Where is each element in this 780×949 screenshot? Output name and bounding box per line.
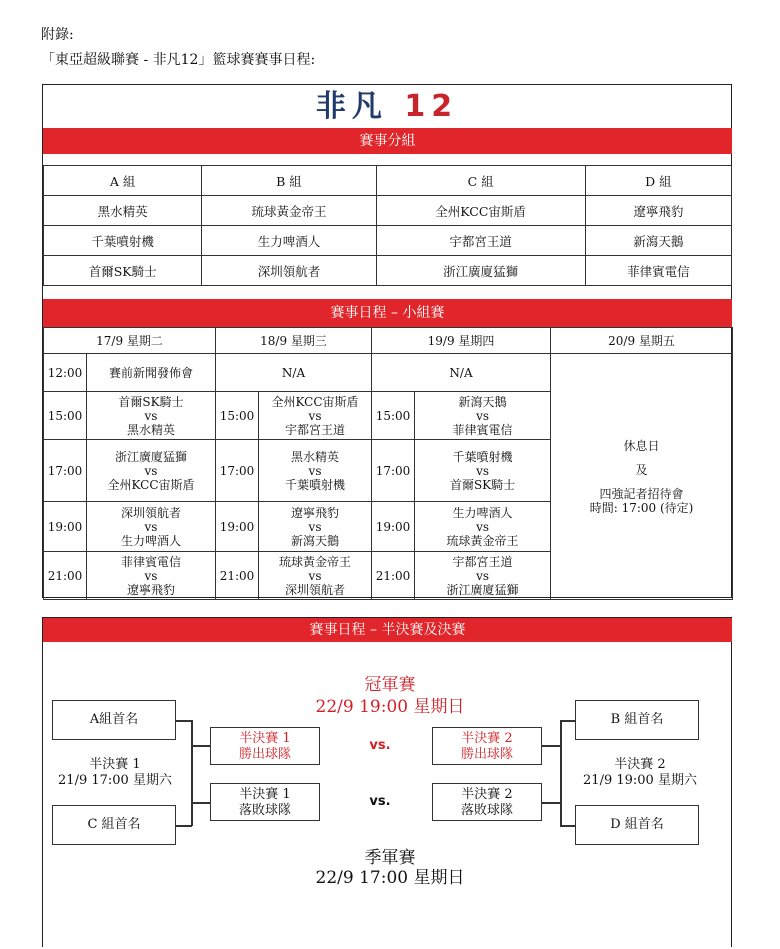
away-team: 浙江廣廈猛獅: [446, 582, 519, 597]
team-cell: 生力啤酒人: [202, 226, 376, 256]
semifinal-1-loser-box: [210, 783, 320, 821]
match-cell: [415, 552, 551, 600]
home-team: 千葉噴射機: [452, 449, 513, 464]
group-a-header: A 組: [44, 166, 202, 196]
rest-day-cell: [551, 354, 733, 600]
semifinal-1-winner-line1: 半決賽 1: [239, 731, 291, 746]
semifinal-1-loser-line1: 半決賽 1: [239, 787, 291, 802]
away-team: 千葉噴射機: [285, 477, 346, 492]
bracket-line: [191, 720, 193, 826]
day-header: 20/9 星期五: [551, 328, 733, 354]
logo-number: 12: [404, 89, 459, 124]
semifinal-2-winner-line1: 半決賽 2: [461, 731, 513, 746]
match-cell: [87, 502, 216, 552]
semifinal-2-label: 半決賽 2: [614, 757, 666, 772]
day-header: 17/9 星期二: [44, 328, 216, 354]
final-time: 22/9 19:00 星期日: [315, 697, 465, 717]
group-b-header: B 組: [202, 166, 376, 196]
away-team: 新瀉天鵝: [291, 533, 340, 548]
bracket-line: [542, 802, 561, 804]
third-place-vs-label: vs.: [369, 794, 391, 809]
press-conference: 四強記者招待會: [599, 486, 684, 501]
home-team: 宇都宮王道: [452, 554, 513, 569]
vs-label: vs: [144, 408, 158, 423]
logo-text: 非凡: [315, 89, 388, 124]
away-team: 遼寧飛豹: [127, 582, 176, 597]
home-team: 首爾SK騎士: [118, 394, 184, 409]
bracket-line: [560, 825, 576, 827]
away-team: 生力啤酒人: [121, 533, 182, 548]
intro-line-1: 附錄:: [41, 27, 74, 43]
semifinal-2-winner-box: [432, 727, 542, 765]
vs-label: vs: [308, 519, 322, 534]
bracket-line: [176, 720, 192, 722]
match-cell: [87, 392, 216, 440]
away-team: 深圳領航者: [285, 582, 346, 597]
bracket-line: [176, 825, 192, 827]
logo: [42, 86, 732, 128]
semifinal-1-winner-line2: 勝出球隊: [238, 747, 291, 762]
away-team: 宇都宮王道: [285, 422, 346, 437]
home-team: 遼寧飛豹: [291, 505, 340, 520]
time-cell: 19:00: [216, 502, 259, 552]
team-cell: 千葉噴射機: [44, 226, 202, 256]
match-cell: [415, 502, 551, 552]
time-cell: 21:00: [44, 552, 87, 600]
group-d-header: D 組: [585, 166, 731, 196]
semifinal-2-loser-line1: 半決賽 2: [461, 787, 513, 802]
team-cell: 新瀉天鵝: [585, 226, 731, 256]
vs-label: vs: [144, 568, 158, 583]
third-place-title: 季軍賽: [364, 848, 416, 868]
vs-label: vs: [308, 568, 322, 583]
home-team: 浙江廣廈猛獅: [115, 449, 188, 464]
groups-table: [43, 165, 732, 286]
group-c-header: C 組: [376, 166, 585, 196]
time-cell: 12:00: [44, 354, 87, 392]
semifinal-1-time: 21/9 17:00 星期六: [58, 773, 172, 788]
time-cell: 15:00: [44, 392, 87, 440]
home-team: 新瀉天鵝: [458, 394, 507, 409]
group-c-winner-box: C 組首名: [52, 805, 176, 845]
time-cell: 17:00: [216, 440, 259, 502]
match-cell: [259, 502, 372, 552]
semifinal-2-loser-box: [432, 783, 542, 821]
bracket-line: [191, 745, 210, 747]
team-cell: 黑水精英: [44, 196, 202, 226]
rest-and: 及: [635, 462, 648, 477]
bracket-line: [191, 802, 210, 804]
home-team: 生力啤酒人: [452, 505, 513, 520]
third-place-time: 22/9 17:00 星期日: [315, 868, 465, 888]
match-cell: [415, 440, 551, 502]
away-team: 黑水精英: [127, 422, 176, 437]
finals-heading: 賽事日程 – 半決賽及決賽: [43, 618, 732, 642]
team-cell: 深圳領航者: [202, 256, 376, 286]
day-header: 19/9 星期四: [372, 328, 551, 354]
team-cell: 菲律賓電信: [585, 256, 731, 286]
vs-label: vs: [476, 463, 489, 478]
team-cell: 浙江廣廈猛獅: [376, 256, 585, 286]
vs-label: vs: [308, 463, 322, 478]
time-cell: 17:00: [372, 440, 415, 502]
group-d-winner-box: D 組首名: [575, 805, 699, 845]
match-cell: [259, 392, 372, 440]
home-team: 菲律賓電信: [121, 554, 182, 569]
intro-line-2: 「東亞超級聯賽 - 非凡12」籃球賽賽事日程:: [41, 52, 316, 68]
bracket-line: [542, 745, 561, 747]
match-cell: [415, 392, 551, 440]
semifinal-1-label: 半決賽 1: [89, 757, 141, 772]
vs-label: vs: [144, 519, 158, 534]
event-cell: 賽前新聞發佈會: [87, 354, 216, 392]
na-cell: N/A: [372, 354, 551, 392]
home-team: 深圳領航者: [121, 505, 182, 520]
time-cell: 21:00: [216, 552, 259, 600]
day-header: 18/9 星期三: [216, 328, 372, 354]
time-cell: 15:00: [372, 392, 415, 440]
rest-label: 休息日: [623, 438, 660, 453]
away-team: 琉球黃金帝王: [446, 533, 519, 548]
home-team: 全州KCC宙斯盾: [271, 394, 359, 409]
final-title: 冠軍賽: [364, 675, 416, 695]
time-cell: 19:00: [44, 502, 87, 552]
semifinal-2-loser-line2: 落敗球隊: [460, 803, 513, 818]
semifinal-1-loser-line2: 落敗球隊: [238, 803, 291, 818]
schedule-heading: 賽事日程 – 小組賽: [43, 299, 732, 327]
vs-label: vs: [476, 408, 489, 423]
match-cell: [259, 552, 372, 600]
team-cell: 琉球黃金帝王: [202, 196, 376, 226]
schedule-table: [43, 327, 733, 600]
team-cell: 全州KCC宙斯盾: [376, 196, 585, 226]
time-cell: 17:00: [44, 440, 87, 502]
team-cell: 遼寧飛豹: [585, 196, 731, 226]
time-cell: 21:00: [372, 552, 415, 600]
vs-label: vs: [308, 408, 322, 423]
team-cell: 首爾SK騎士: [44, 256, 202, 286]
bracket-line: [560, 720, 576, 722]
semifinal-1-winner-box: [210, 727, 320, 765]
final-vs-label: vs.: [369, 738, 391, 753]
bracket-line: [560, 720, 562, 826]
away-team: 菲律賓電信: [452, 422, 513, 437]
match-cell: [87, 552, 216, 600]
away-team: 全州KCC宙斯盾: [107, 477, 195, 492]
match-cell: [259, 440, 372, 502]
group-a-winner-box: A組首名: [52, 700, 176, 740]
away-team: 首爾SK騎士: [449, 477, 516, 492]
match-cell: [87, 440, 216, 502]
groups-heading: 賽事分組: [43, 128, 732, 154]
time-cell: 15:00: [216, 392, 259, 440]
time-cell: 19:00: [372, 502, 415, 552]
vs-label: vs: [144, 463, 158, 478]
semifinal-2-time: 21/9 19:00 星期六: [583, 773, 697, 788]
home-team: 琉球黃金帝王: [279, 554, 352, 569]
vs-label: vs: [476, 519, 489, 534]
team-cell: 宇都宮王道: [376, 226, 585, 256]
press-time: 時間: 17:00 (待定): [589, 500, 694, 515]
vs-label: vs: [476, 568, 489, 583]
na-cell: N/A: [216, 354, 372, 392]
group-b-winner-box: B 組首名: [575, 700, 699, 740]
home-team: 黑水精英: [291, 449, 340, 464]
semifinal-2-winner-line2: 勝出球隊: [460, 747, 513, 762]
